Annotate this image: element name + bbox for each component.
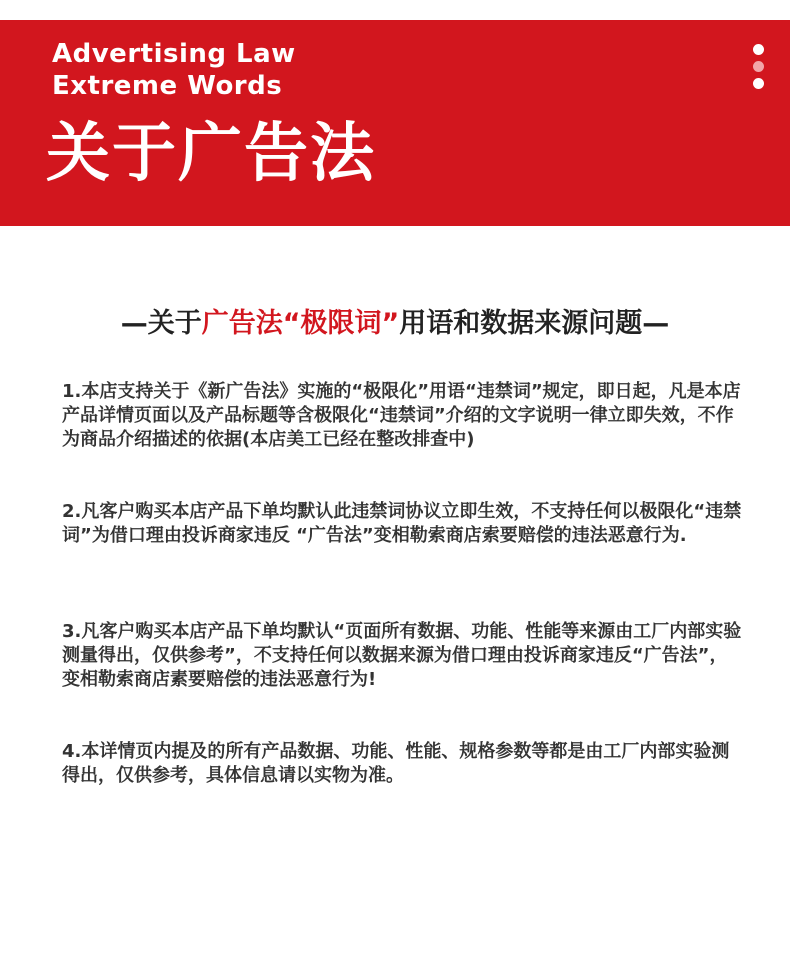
header-banner [0,20,790,226]
dot-icon [753,78,764,89]
english-title-line-2: Extreme Words [52,71,283,101]
section-subtitle [0,304,790,344]
paragraph-2: 2.凡客户购买本店产品下单均默认此违禁词协议立即生效，不支持任何以极限化“违禁词”为借口理由投诉商家违反 “广告法”变相勒索商店索要赔偿的违法恶意行为. [62,501,742,546]
english-title-line-1: Advertising Law [52,39,296,69]
subtitle-highlight: 广告法“极限词” [201,308,400,339]
paragraph-3: 3.凡客户购买本店产品下单均默认“页面所有数据、功能、性能等来源由工厂内部实验测量得出，仅供参考”，不支持任何以数据来源为借口理由投诉商家违反“广告法”，变相勒索商店素要赔偿的违法恶意行为! [62,621,742,690]
dot-icon [753,44,764,55]
chinese-title: 关于广告法 [46,117,376,191]
vertical-dots-icon [753,44,765,95]
paragraph-4: 4.本详情页内提及的所有产品数据、功能、性能、规格参数等都是由工厂内部实验测得出，仅供参考，具体信息请以实物为准。 [62,741,730,786]
subtitle-prefix: —关于 [120,308,202,339]
dot-icon [753,61,764,72]
paragraph-1: 1.本店支持关于《新广告法》实施的“极限化”用语“违禁词”规定，即日起，凡是本店产品详情页面以及产品标题等含极限化“违禁词”介绍的文字说明一律立即失效，不作为商品介绍描述的依据(本店美工已经在整改排查中) [62,381,741,450]
english-title [52,38,296,102]
subtitle-suffix: 用语和数据来源问题— [399,308,670,339]
